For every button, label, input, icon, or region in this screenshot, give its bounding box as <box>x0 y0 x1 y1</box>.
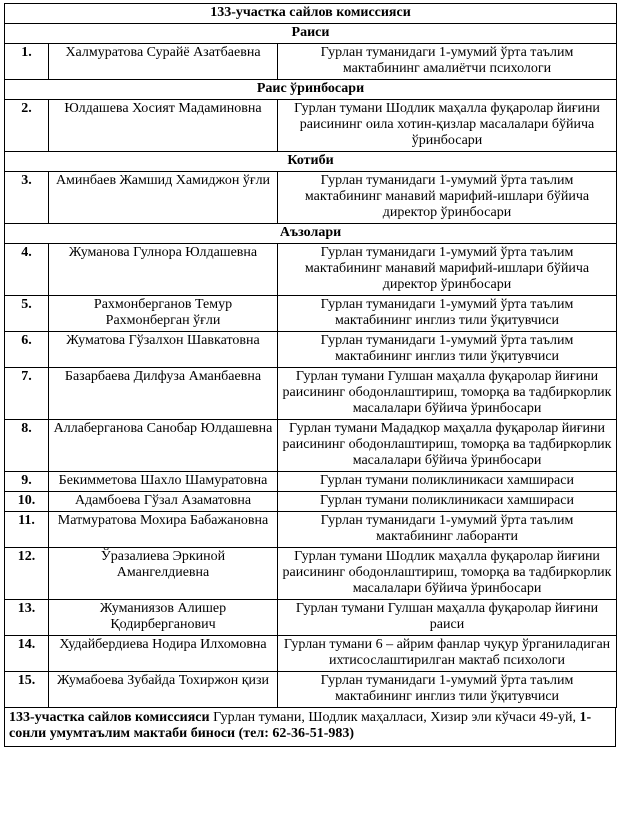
member-name: Халмуратова Сурайё Азатбаевна <box>49 44 278 80</box>
table-row <box>5 492 617 512</box>
member-position: Гурлан тумани Гулшан маҳалла фуқаролар йиғини раисининг ободонлаштириш, томорқа ва тадбиркорлик масалалари бўйича ўринбосари <box>278 368 617 420</box>
footer-bold-tail: 1-сонли умумтаълим мактаби биноси (тел: 62-36-51-983) <box>9 710 592 741</box>
section-heading: Раиси <box>5 24 617 44</box>
row-number: 10. <box>5 492 49 512</box>
member-position: Гурлан туманидаги 1-умумий ўрта таълим мактабининг манавий марифий-ишлари бўйича директор ўринбосари <box>278 172 617 224</box>
member-name: Адамбоева Гўзал Азаматовна <box>49 492 278 512</box>
member-position: Гурлан туманидаги 1-умумий ўрта таълим мактабининг лаборанти <box>278 512 617 548</box>
member-position: Гурлан туманидаги 1-умумий ўрта таълим мактабининг манавий марифий-ишлари бўйича директор ўринбосари <box>278 244 617 296</box>
row-number: 1. <box>5 44 49 80</box>
member-name: Аллаберганова Санобар Юлдашевна <box>49 420 278 472</box>
member-name: Юлдашева Хосият Мадаминовна <box>49 100 278 152</box>
table-row <box>5 368 617 420</box>
member-position: Гурлан тумани 6 – айрим фанлар чуқур ўрганиладиган ихтисослаштирилган мактаб психологи <box>278 636 617 672</box>
commission-table-body <box>5 4 617 708</box>
member-name: Рахмонберганов Темур Рахмонберган ўғли <box>49 296 278 332</box>
row-number: 6. <box>5 332 49 368</box>
row-number: 2. <box>5 100 49 152</box>
table-row <box>5 296 617 332</box>
row-number: 9. <box>5 472 49 492</box>
row-number: 14. <box>5 636 49 672</box>
table-row <box>5 100 617 152</box>
row-number: 3. <box>5 172 49 224</box>
row-number: 12. <box>5 548 49 600</box>
table-row <box>5 672 617 708</box>
commission-document <box>4 3 616 747</box>
member-name: Бекимметова Шахло Шамуратовна <box>49 472 278 492</box>
table-row <box>5 172 617 224</box>
row-number: 15. <box>5 672 49 708</box>
footer-table <box>4 708 616 747</box>
member-position: Гурлан тумани поликлиникаси хамшираси <box>278 492 617 512</box>
row-number: 4. <box>5 244 49 296</box>
section-heading: Раис ўринбосари <box>5 80 617 100</box>
member-name: Ўразалиева Эркиной Амангелдиевна <box>49 548 278 600</box>
row-number: 13. <box>5 600 49 636</box>
table-row <box>5 44 617 80</box>
member-name: Жуманова Гулнора Юлдашевна <box>49 244 278 296</box>
row-number: 7. <box>5 368 49 420</box>
member-name: Матмуратова Мохира Бабажановна <box>49 512 278 548</box>
member-position: Гурлан туманидаги 1-умумий ўрта таълим мактабининг инглиз тили ўқитувчиси <box>278 296 617 332</box>
table-row <box>5 472 617 492</box>
member-position: Гурлан тумани Шодлик маҳалла фуқаролар йиғини раисининг ободонлаштириш, томорқа ва тадбиркорлик масалалари бўйича ўринбосари <box>278 548 617 600</box>
member-position: Гурлан тумани Шодлик маҳалла фуқаролар йиғини раисининг оила хотин-қизлар масалалари бўйича ўринбосари <box>278 100 617 152</box>
section-heading: Аъзолари <box>5 224 617 244</box>
section-heading-row <box>5 80 617 100</box>
footer-row <box>5 708 616 747</box>
section-heading-row <box>5 152 617 172</box>
member-position: Гурлан тумани Гулшан маҳалла фуқаролар йиғини раиси <box>278 600 617 636</box>
member-position: Гурлан тумани поликлиникаси хамшираси <box>278 472 617 492</box>
member-position: Гурлан туманидаги 1-умумий ўрта таълим мактабининг амалиётчи психологи <box>278 44 617 80</box>
member-position: Гурлан туманидаги 1-умумий ўрта таълим мактабининг инглиз тили ўқитувчиси <box>278 332 617 368</box>
section-heading-row <box>5 224 617 244</box>
footer-bold-lead: 133-участка сайлов комиссияси <box>9 710 210 725</box>
commission-table <box>4 3 617 708</box>
section-heading-row <box>5 24 617 44</box>
table-row <box>5 244 617 296</box>
member-position: Гурлан туманидаги 1-умумий ўрта таълим мактабининг инглиз тили ўқитувчиси <box>278 672 617 708</box>
row-number: 8. <box>5 420 49 472</box>
member-name: Аминбаев Жамшид Хамиджон ўғли <box>49 172 278 224</box>
table-row <box>5 512 617 548</box>
member-position: Гурлан тумани Мададкор маҳалла фуқаролар йиғини раисининг ободонлаштириш, томорқа ва тадбиркорлик масалалари бўйича ўринбосари <box>278 420 617 472</box>
member-name: Жуматова Гўзалхон Шавкатовна <box>49 332 278 368</box>
row-number: 5. <box>5 296 49 332</box>
footer-address: Гурлан тумани, Шодлик маҳалласи, Хизир эли кўчаси 49-уй, <box>209 710 580 725</box>
member-name: Базарбаева Дилфуза Аманбаевна <box>49 368 278 420</box>
table-row <box>5 600 617 636</box>
title-row <box>5 4 617 24</box>
table-title: 133-участка сайлов комиссияси <box>5 4 617 24</box>
footer-cell <box>5 708 616 747</box>
row-number: 11. <box>5 512 49 548</box>
member-name: Жуманиязов Алишер Қодирберганович <box>49 600 278 636</box>
table-row <box>5 636 617 672</box>
table-row <box>5 548 617 600</box>
table-row <box>5 332 617 368</box>
member-name: Жумабоева Зубайда Тохиржон қизи <box>49 672 278 708</box>
section-heading: Котиби <box>5 152 617 172</box>
member-name: Худайбердиева Нодира Илхомовна <box>49 636 278 672</box>
table-row <box>5 420 617 472</box>
